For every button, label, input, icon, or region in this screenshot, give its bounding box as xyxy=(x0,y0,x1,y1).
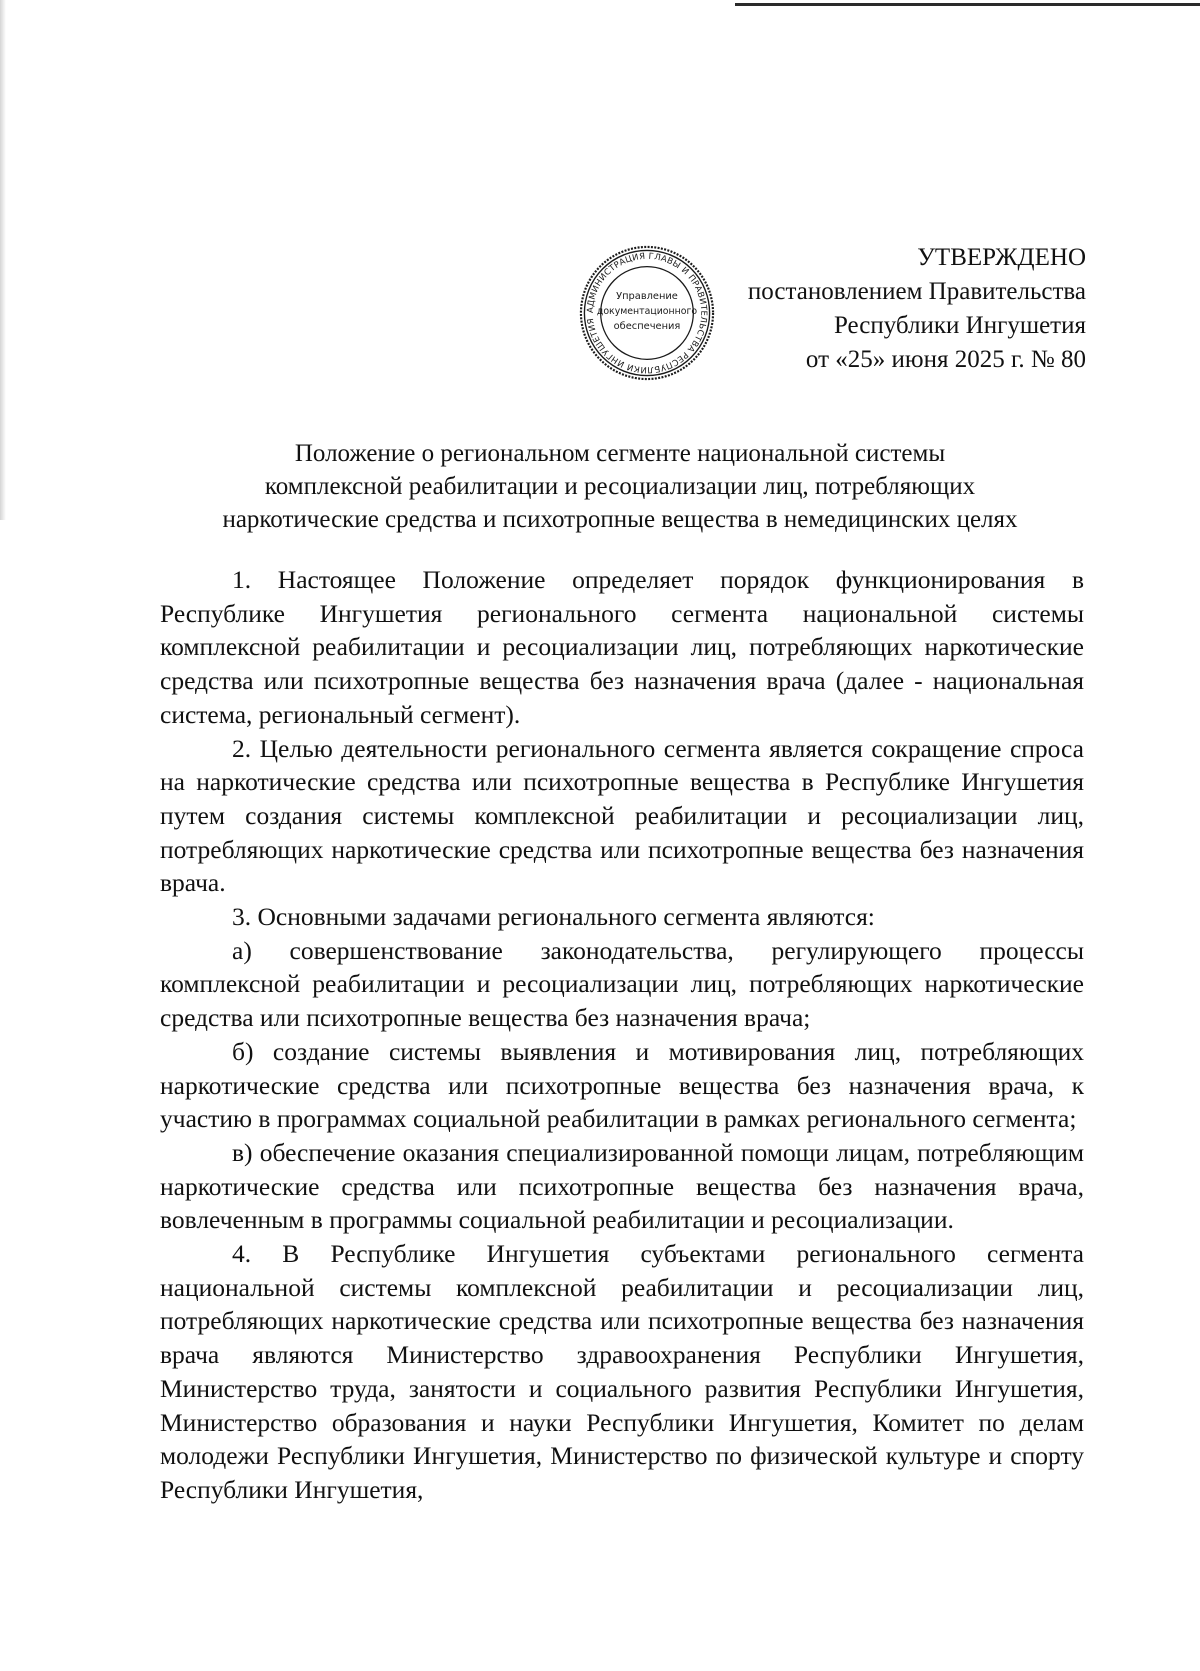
title-line-1: Положение о региональном сегменте национальной системы xyxy=(294,440,946,467)
seal-center-line-3: обеспечения xyxy=(613,320,681,332)
approval-line-republic: Республики Ингушетия xyxy=(833,312,1086,339)
scan-edge-line xyxy=(735,3,1200,6)
paragraph-3: 3. Основными задачами регионального сегмента являются: xyxy=(232,902,875,932)
document-title xyxy=(160,437,1080,536)
paragraph-2: 2. Целью деятельности регионального сегмента является сокращение спроса на наркотические средства или психотропные вещества в Республике Ингушетия путем создания системы комплексной реабилитации и ресоциализации лиц, потребляющих наркотические средства или психотропные вещества без назначения врача. xyxy=(160,733,1084,898)
paragraph-3b: б) создание системы выявления и мотивирования лиц, потребляющих наркотические средства или психотропные вещества без назначения врача, к участию в программах социальной реабилитации в рамках регионального сегмента; xyxy=(160,1036,1084,1134)
paragraph-4: 4. В Республике Ингушетия субъектами регионального сегмента национальной системы комплексной реабилитации и ресоциализации лиц, потребляющих наркотические средства или психотропные вещества без назначения врача являются Министерство здравоохранения Республики Ингушетия, Министерство труда, занятости и социального развития Республики Ингушетия, Министерство образования и науки Республики Ингушетия, Комитет по делам молодежи Республики Ингушетия, Министерство по физической культуре и спорту Республики Ингушетия, xyxy=(160,1239,1084,1504)
official-seal xyxy=(578,244,716,382)
title-line-3: наркотические средства и психотропные вещества в немедицинских целях xyxy=(222,506,1018,533)
seal-ring-text: АДМИНИСТРАЦИЯ ГЛАВЫ И ПРАВИТЕЛЬСТВА РЕСПУБЛИКИ ИНГУШЕТИЯ xyxy=(584,250,710,376)
title-line-2: комплексной реабилитации и ресоциализации лиц, потребляющих xyxy=(264,473,976,500)
approval-line-date: от «25» июня 2025 г. № 80 xyxy=(805,346,1086,373)
approval-block xyxy=(748,241,1086,377)
document-body xyxy=(160,563,1084,1507)
paragraph-1: 1. Настоящее Положение определяет порядок функционирования в Республике Ингушетия регионального сегмента национальной системы комплексной реабилитации и ресоциализации лиц, потребляющих наркотические средства или психотропные вещества без назначения врача (далее - национальная система, региональный сегмент). xyxy=(160,565,1084,729)
approval-heading: УТВЕРЖДЕНО xyxy=(917,244,1086,271)
paragraph-3c: в) обеспечение оказания специализированной помощи лицам, потребляющим наркотические средства или психотропные вещества без назначения врача, вовлеченным в программы социальной реабилитации и ресоциализации. xyxy=(160,1137,1084,1235)
seal-center-line-2: документационного xyxy=(596,305,698,317)
scan-shadow xyxy=(0,0,6,520)
approval-line-decree: постановлением Правительства xyxy=(747,278,1086,305)
seal-center-line-1: Управление xyxy=(616,291,678,303)
paragraph-3a: а) совершенствование законодательства, регулирующего процессы комплексной реабилитации и ресоциализации лиц, потребляющих наркотические средства или психотропные вещества без назначения врача; xyxy=(160,935,1084,1033)
